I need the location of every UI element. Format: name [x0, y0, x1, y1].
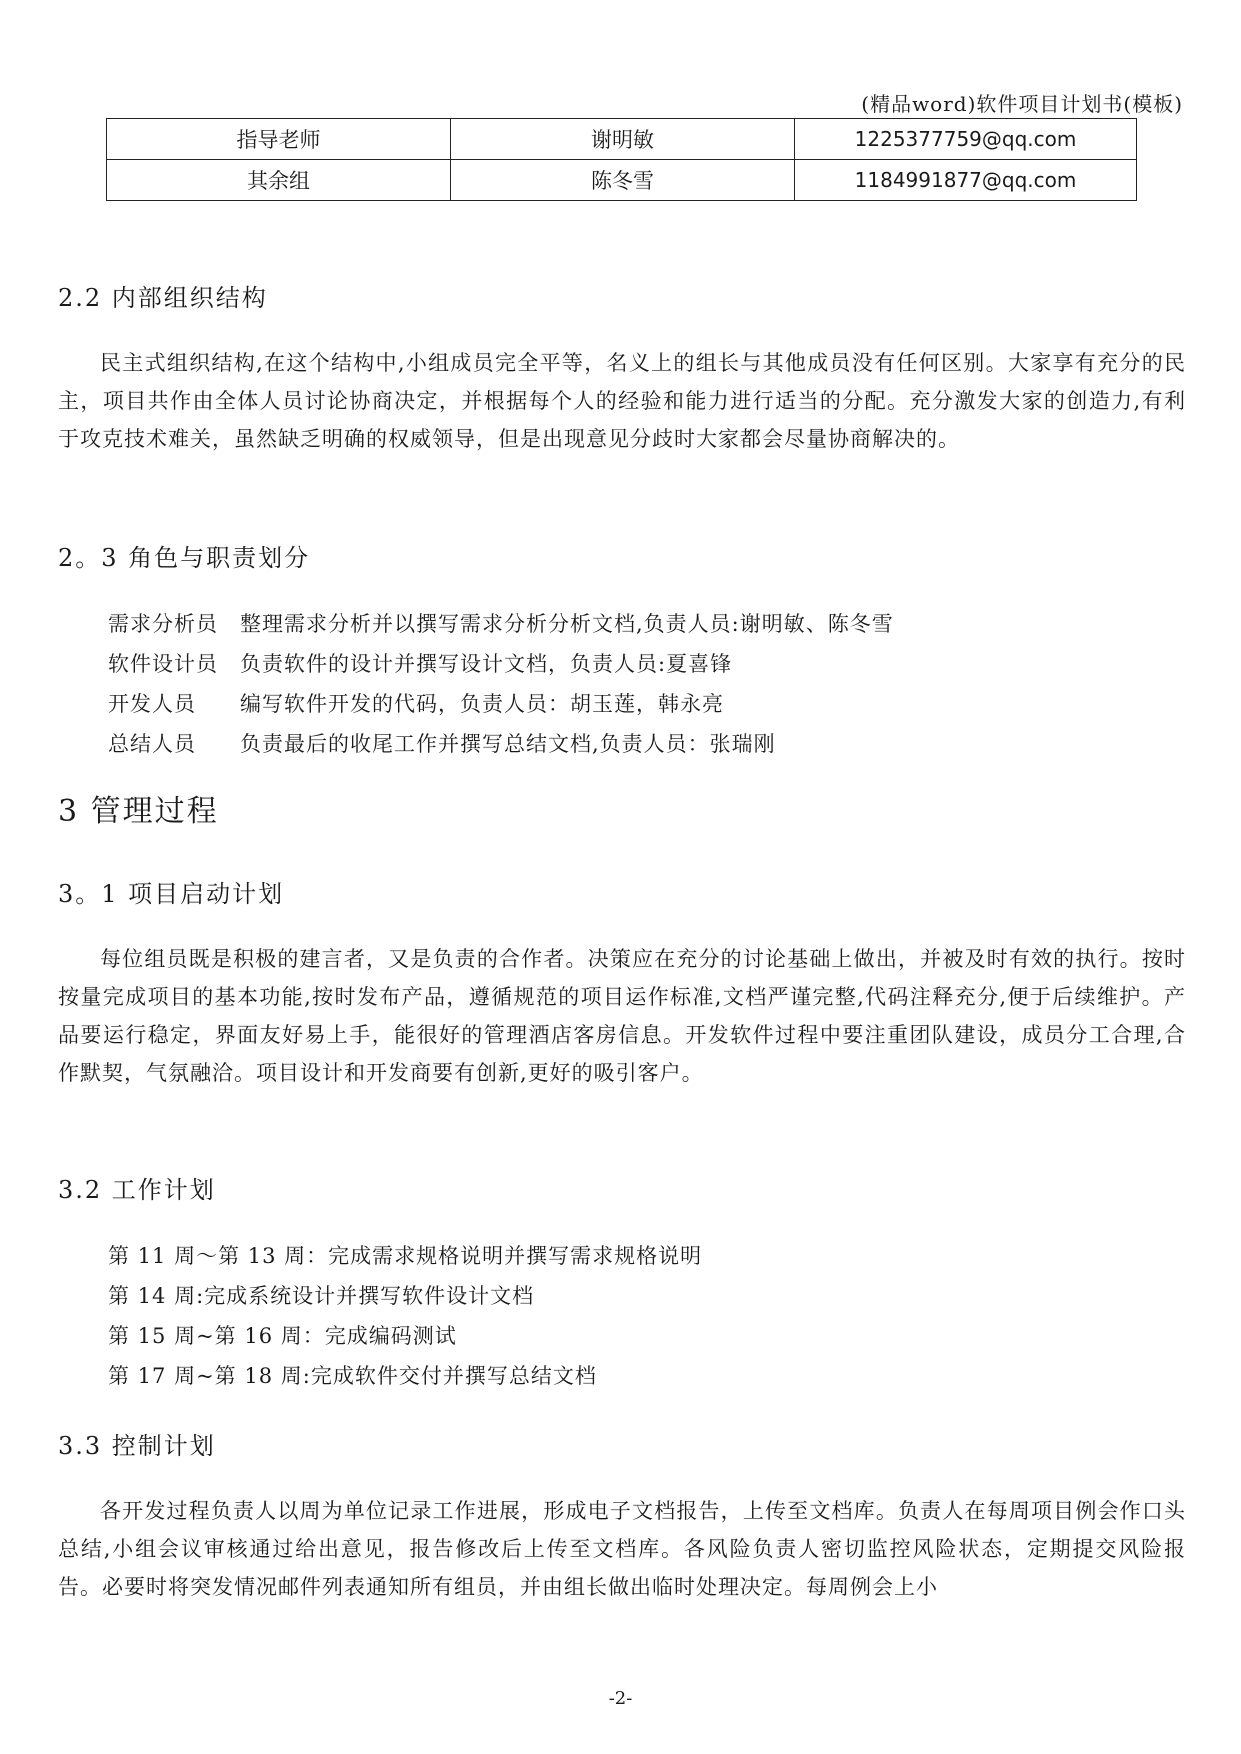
- table-cell-email: 1184991877@qq.com: [795, 160, 1137, 201]
- table-cell-email: 1225377759@qq.com: [795, 119, 1137, 160]
- section-heading-3-2: 3.2 工作计划: [58, 1176, 216, 1204]
- table-row: [107, 160, 1137, 201]
- page-number: -2-: [608, 1688, 633, 1709]
- role-description: 编写软件开发的代码，负责人员：胡玉莲，韩永亮: [240, 692, 724, 716]
- role-list: [108, 604, 894, 764]
- role-name: 软件设计员: [108, 652, 218, 676]
- table-cell-role: 指导老师: [107, 119, 451, 160]
- list-item: 第 14 周:完成系统设计并撰写软件设计文档: [108, 1284, 535, 1308]
- section-heading-3-1: 3。1 项目启动计划: [58, 880, 285, 908]
- role-name: 开发人员: [108, 692, 196, 716]
- list-item: 第 11 周～第 13 周：完成需求规格说明并撰写需求规格说明: [108, 1244, 703, 1268]
- role-name: 总结人员: [108, 732, 196, 756]
- section-paragraph-2-2: 民主式组织结构,在这个结构中,小组成员完全平等，名义上的组长与其他成员没有任何区别。大家享有充分的民主，项目共作由全体人员讨论协商决定，并根据每个人的经验和能力进行适当的分配。充分激发大家的创造力,有利于攻克技术难关，虽然缺乏明确的权威领导，但是出现意见分歧时大家都会尽量协商解决的。: [58, 351, 1186, 451]
- role-name: 需求分析员: [108, 612, 218, 636]
- role-description: 整理需求分析并以撰写需求分析分析文档,负责人员:谢明敏、陈冬雪: [240, 612, 894, 636]
- section-paragraph-3-1: 每位组员既是积极的建言者，又是负责的合作者。决策应在充分的讨论基础上做出，并被及时有效的执行。按时按量完成项目的基本功能,按时发布产品，遵循规范的项目运作标准,文档严谨完整,代码注释充分,便于后续维护。产品要运行稳定，界面友好易上手，能很好的管理酒店客房信息。开发软件过程中要注重团队建设，成员分工合理,合作默契，气氛融洽。项目设计和开发商要有创新,更好的吸引客户。: [58, 947, 1186, 1085]
- list-item: [108, 644, 894, 684]
- section-heading-3-3: 3.3 控制计划: [58, 1432, 216, 1460]
- section-paragraph-3-3: 各开发过程负责人以周为单位记录工作进展，形成电子文档报告，上传至文档库。负责人在每周项目例会作口头总结,小组会议审核通过给出意见，报告修改后上传至文档库。各风险负责人密切监控风险状态，定期提交风险报告。必要时将突发情况邮件列表通知所有组员，并由组长做出临时处理决定。每周例会上小: [58, 1499, 1186, 1599]
- contact-table: [106, 118, 1137, 201]
- list-item: [108, 604, 894, 644]
- list-item: [108, 724, 894, 764]
- role-description: 负责软件的设计并撰写设计文档，负责人员:夏喜锋: [240, 652, 733, 676]
- table-cell-name: 陈冬雪: [451, 160, 795, 201]
- role-description: 负责最后的收尾工作并撰写总结文档,负责人员：张瑞刚: [240, 732, 776, 756]
- work-plan-list: [108, 1236, 702, 1396]
- list-item: [108, 684, 894, 724]
- section-heading-3: 3 管理过程: [58, 794, 219, 829]
- section-heading-2-2: 2.2 内部组织结构: [58, 284, 268, 312]
- list-item: 第 15 周~第 16 周：完成编码测试: [108, 1324, 457, 1348]
- list-item: 第 17 周~第 18 周:完成软件交付并撰写总结文档: [108, 1364, 597, 1388]
- page-header: (精品word)软件项目计划书(模板): [861, 92, 1183, 116]
- table-row: [107, 119, 1137, 160]
- table-cell-role: 其余组: [107, 160, 451, 201]
- section-heading-2-3: 2。3 角色与职责划分: [58, 544, 311, 572]
- table-cell-name: 谢明敏: [451, 119, 795, 160]
